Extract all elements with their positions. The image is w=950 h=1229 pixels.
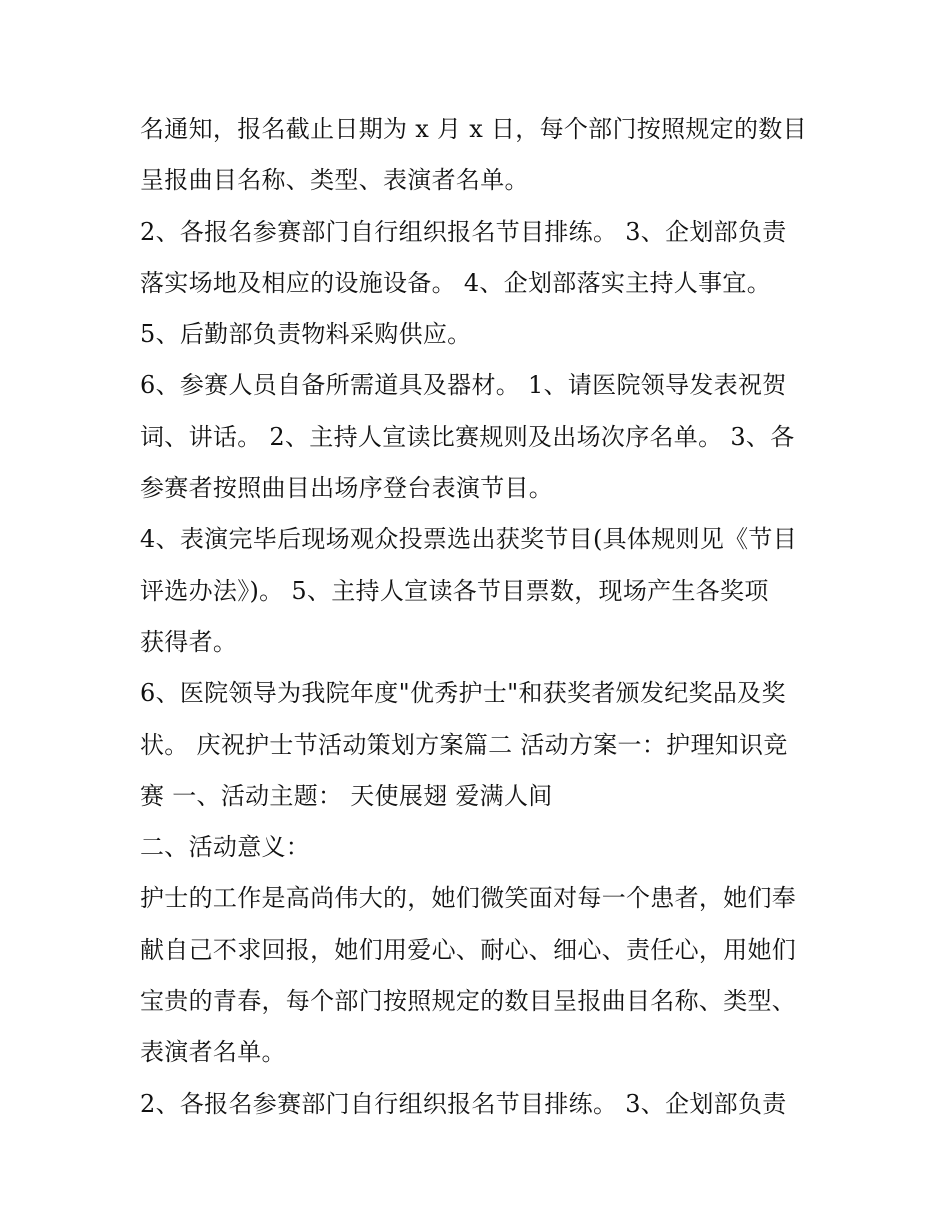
text-line: 4、表演完毕后现场观众投票选出获奖节目(具体规则见《节目 — [140, 525, 798, 554]
document-body — [140, 104, 830, 1130]
text-line: 6、医院领导为我院年度"优秀护士"和获奖者颁发纪奖品及奖 — [140, 679, 786, 708]
text-line: 2、各报名参赛部门自行组织报名节目排练。 3、企划部负责 — [140, 217, 787, 246]
text-line: 6、参赛人员自备所需道具及器材。 1、请医院领导发表祝贺 — [140, 371, 787, 400]
text-line: 落实场地及相应的设施设备。 4、企划部落实主持人事宜。 — [140, 268, 771, 297]
text-line: 名通知，报名截止日期为 x 月 x 日，每个部门按照规定的数目 — [140, 115, 807, 143]
text-line: 献自己不求回报，她们用爱心、耐心、细心、责任心，用她们 — [140, 935, 797, 964]
text-line: 状。 庆祝护士节活动策划方案篇二 活动方案一：护理知识竞 — [140, 730, 788, 759]
text-line: 赛 一、活动主题： 天使展翅 爱满人间 — [140, 781, 553, 810]
text-line: 表演者名单。 — [140, 1038, 286, 1067]
text-line: 词、讲话。 2、主持人宣读比赛规则及出场次序名单。 3、各 — [140, 422, 795, 451]
text-line: 评选办法》)。 5、主持人宣读各节目票数，现场产生各奖项 — [140, 576, 769, 605]
text-line: 获得者。 — [140, 627, 238, 656]
text-line: 宝贵的青春，每个部门按照规定的数目呈报曲目名称、类型、 — [140, 987, 797, 1016]
text-line: 二、活动意义： — [140, 833, 311, 862]
text-line: 2、各报名参赛部门自行组织报名节目排练。 3、企划部负责 — [140, 1089, 787, 1118]
text-line: 参赛者按照曲目出场序登台表演节目。 — [140, 474, 554, 503]
text-line: 呈报曲目名称、类型、表演者名单。 — [140, 166, 529, 195]
text-line: 护士的工作是高尚伟大的，她们微笑面对每一个患者，她们奉 — [140, 884, 797, 913]
text-line: 5、后勤部负责物料采购供应。 — [140, 320, 472, 349]
